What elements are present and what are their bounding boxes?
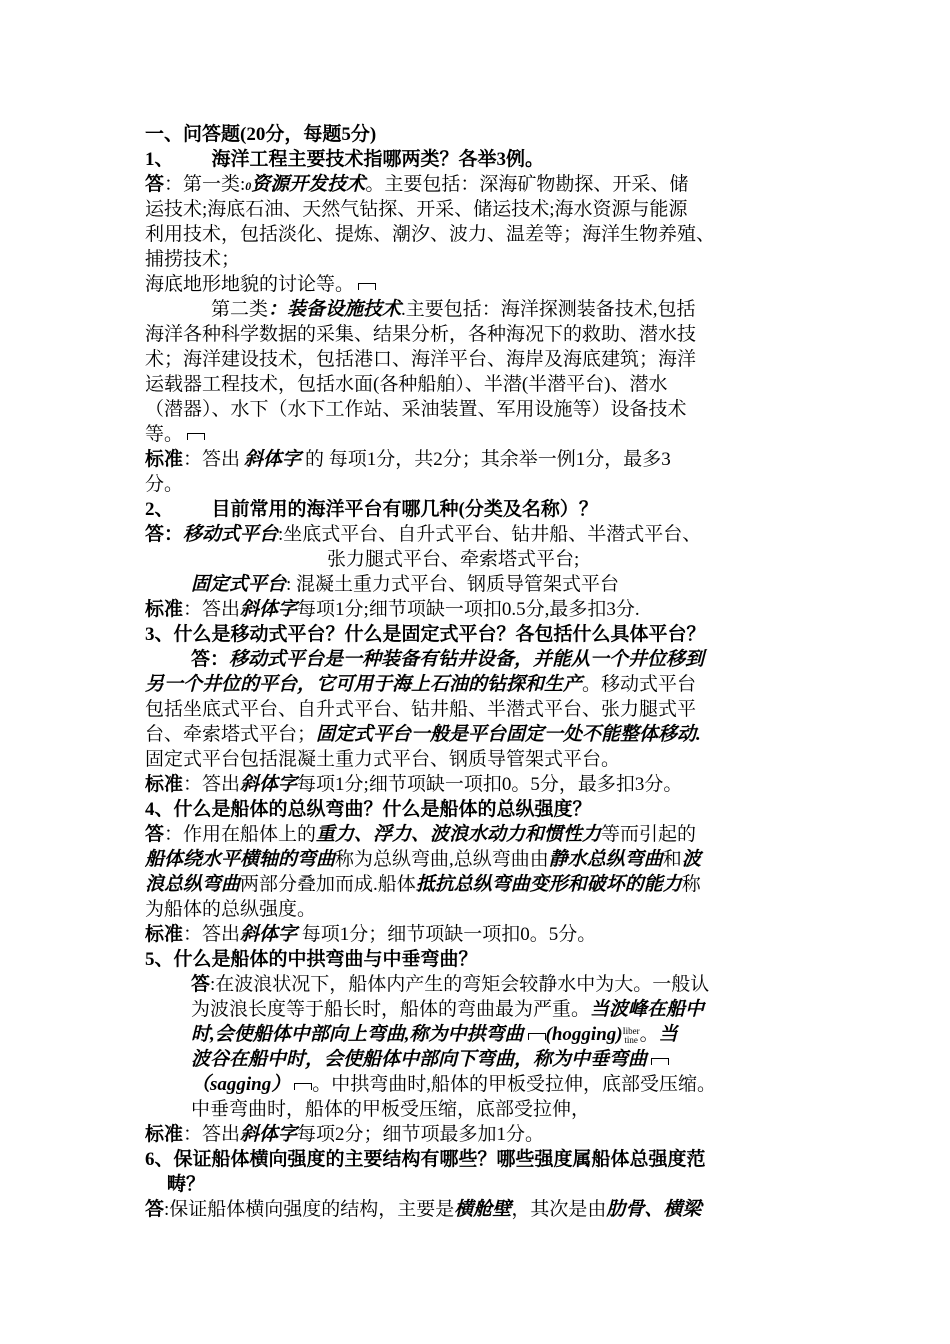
answer-line: 海底地形地貌的讨论等。 [145, 272, 815, 297]
answer-line: 固定式平台: 混凝土重力式平台、钢质导管架式平台 [191, 574, 620, 595]
answer-label: 答： [145, 524, 184, 545]
standard-label: 标准 [145, 1124, 184, 1145]
question-text: 目前常用的海洋平台有哪几种(分类及名称）？ [211, 499, 598, 520]
italic-term: 波谷在船中时，会使船体中部向下弯曲，称为中垂弯曲 [191, 1049, 648, 1070]
grading-standard: 标准：答出斜体字每项2分；细节项最多加1分。 [145, 1124, 545, 1145]
answer-line: 答：第一类:0资源开发技术。主要包括：深海矿物勘探、开采、储 [145, 174, 689, 195]
answer-line: 包括坐底式平台、自升式平台、钻井船、半潜式平台、张力腿式平 [145, 699, 697, 720]
standard-label: 标准 [145, 449, 184, 470]
answer-label: 答 [191, 974, 211, 995]
standard-label: 标准 [145, 774, 184, 795]
edit-mark-icon [358, 283, 376, 290]
italic-term: 浪总纵弯曲 [145, 874, 241, 895]
question-1 [145, 147, 815, 172]
answer-line: 等。 [145, 422, 815, 447]
document-page [145, 122, 815, 1222]
answer-line: 海洋各种科学数据的采集、结果分析，各种海况下的救助、潜水技 [145, 324, 697, 345]
italic-term: 移动式平台 [183, 524, 279, 545]
edit-mark-icon [651, 1058, 669, 1065]
italic-term: 另一个井位的平台，它可用于海上石油的钻探和生产 [145, 674, 583, 695]
question-text: 海洋工程主要技术指哪两类？各举3例。 [211, 149, 545, 170]
answer-label: 答 [145, 174, 165, 195]
answer-line: 固定式平台包括混凝土重力式平台、钢质导管架式平台。 [145, 749, 621, 770]
answer-line: 答：移动式平台:坐底式平台、自升式平台、钻井船、半潜式平台、 [145, 524, 702, 545]
answer-line: 利用技术，包括淡化、提炼、潮汐、波力、温差等；海洋生物养殖、 [145, 224, 716, 245]
grading-standard: 标准：答出斜体字每项1分;细节项缺一项扣0.5分,最多扣3分. [145, 599, 640, 620]
answer-line: 为波浪长度等于船长时，船体的弯曲最为严重。当波峰在船中 [191, 999, 705, 1020]
answer-label: 答 [145, 824, 165, 845]
answer-line: （sagging） 。中拱弯曲时,船体的甲板受拉伸，底部受压缩。 [191, 1074, 717, 1095]
italic-term: 当波峰在船中 [590, 999, 705, 1020]
italic-term: 抵抗总纵弯曲变形和破坏的能力 [415, 874, 682, 895]
question-6-cont: 畴？ [167, 1174, 206, 1195]
standard-label: 标准 [145, 924, 184, 945]
standard-label: 标准 [145, 599, 184, 620]
answer-line: 浪总纵弯曲两部分叠加而成.船体抵抗总纵弯曲变形和破坏的能力称 [145, 874, 701, 895]
edit-mark-icon [528, 1033, 546, 1040]
answer-line: （潜器）、水下（水下工作站、采油装置、军用设施等）设备技术 [145, 399, 687, 420]
grading-standard: 标准：答出斜体字每项1分;细节项缺一项扣0。5分，最多扣3分。 [145, 774, 683, 795]
answer-line: 另一个井位的平台，它可用于海上石油的钻探和生产。移动式平台 [145, 674, 697, 695]
question-5: 5、什么是船体的中拱弯曲与中垂弯曲？ [145, 949, 478, 970]
answer-line: 张力腿式平台、牵索塔式平台; [327, 549, 580, 570]
answer-line: 台、牵索塔式平台；固定式平台一般是平台固定一处不能整体移动. [145, 724, 701, 745]
question-3: 3、什么是移动式平台？什么是固定式平台？各包括什么具体平台？ [145, 624, 706, 645]
italic-term: 船体绕水平横轴的弯曲 [145, 849, 336, 870]
answer-line [145, 647, 815, 672]
italic-term: 固定式平台一般是平台固定一处不能整体移动. [316, 724, 701, 745]
question-number: 1、 [145, 149, 174, 170]
answer-line: 为船体的总纵强度。 [145, 899, 317, 920]
answer-line [145, 1047, 815, 1072]
italic-term: 肋骨、横梁 [606, 1199, 702, 1220]
answer-line: 第二类：装备设施技术.主要包括：海洋探测装备技术,包括 [211, 299, 696, 320]
grading-standard-cont: 分。 [145, 474, 184, 495]
section-heading: 一、问答题(20分，每题5分) [145, 124, 377, 145]
answer-line: 运技术;海底石油、天然气钻探、开采、储运技术;海水资源与能源 [145, 199, 688, 220]
answer-line: 运载器工程技术，包括水面(各种船舶）、半潜(半潜平台)、潜水 [145, 374, 668, 395]
grading-standard: 标准：答出斜体字 每项1分；细节项缺一项扣0。5分。 [145, 924, 597, 945]
answer-line: 捕捞技术； [145, 249, 241, 270]
question-6: 6、保证船体横向强度的主要结构有哪些？哪些强度属船体总强度范 [145, 1149, 706, 1170]
italic-term: 横舱壁 [454, 1199, 512, 1220]
answer-line: 船体绕水平横轴的弯曲称为总纵弯曲,总纵弯曲由静水总纵弯曲和波 [145, 849, 701, 870]
italic-term: 重力、浮力、波浪水动力和惯性力 [316, 824, 602, 845]
italic-term: 资源开发技术 [251, 174, 366, 195]
edit-mark-icon [294, 1083, 312, 1090]
answer-line: 中垂弯曲时，船体的甲板受压缩，底部受拉伸， [191, 1099, 591, 1120]
answer-label: 答 [145, 1199, 165, 1220]
grading-standard: 标准：答出 斜体字 的 每项1分，共2分；其余举一例1分，最多3 [145, 449, 671, 470]
italic-term: 波 [681, 849, 701, 870]
question-2 [145, 497, 815, 522]
answer-label: 答： [191, 649, 230, 670]
margin-note: Iiber tine [622, 1025, 640, 1045]
edit-mark-icon [187, 433, 205, 440]
question-4: 4、什么是船体的总纵弯曲？什么是船体的总纵强度？ [145, 799, 592, 820]
italic-term: 移动式平台是一种装备有钻井设备，并能从一个井位移到 [229, 649, 705, 670]
italic-term: 静水总纵弯曲 [548, 849, 663, 870]
answer-line: 答:保证船体横向强度的结构，主要是横舱壁，其次是由肋骨、横梁 [145, 1199, 702, 1220]
answer-line: 时,会使船体中部向上弯曲,称为中拱弯曲 (hogging) Iiber tine 。当 [191, 1024, 678, 1045]
italic-term: 时,会使船体中部向上弯曲,称为中拱弯曲 [191, 1024, 524, 1045]
italic-term: （sagging） [191, 1074, 291, 1095]
answer-line: 答:在波浪状况下，船体内产生的弯矩会较静水中为大。一般认 [191, 974, 710, 995]
question-number: 2、 [145, 499, 174, 520]
answer-line: 答：作用在船体上的重力、浮力、波浪水动力和惯性力等而引起的 [145, 824, 697, 845]
italic-term: ：装备设施技术 [268, 299, 402, 320]
answer-line: 术；海洋建设技术，包括港口、海洋平台、海岸及海底建筑；海洋 [145, 349, 697, 370]
italic-term: 固定式平台 [191, 574, 287, 595]
